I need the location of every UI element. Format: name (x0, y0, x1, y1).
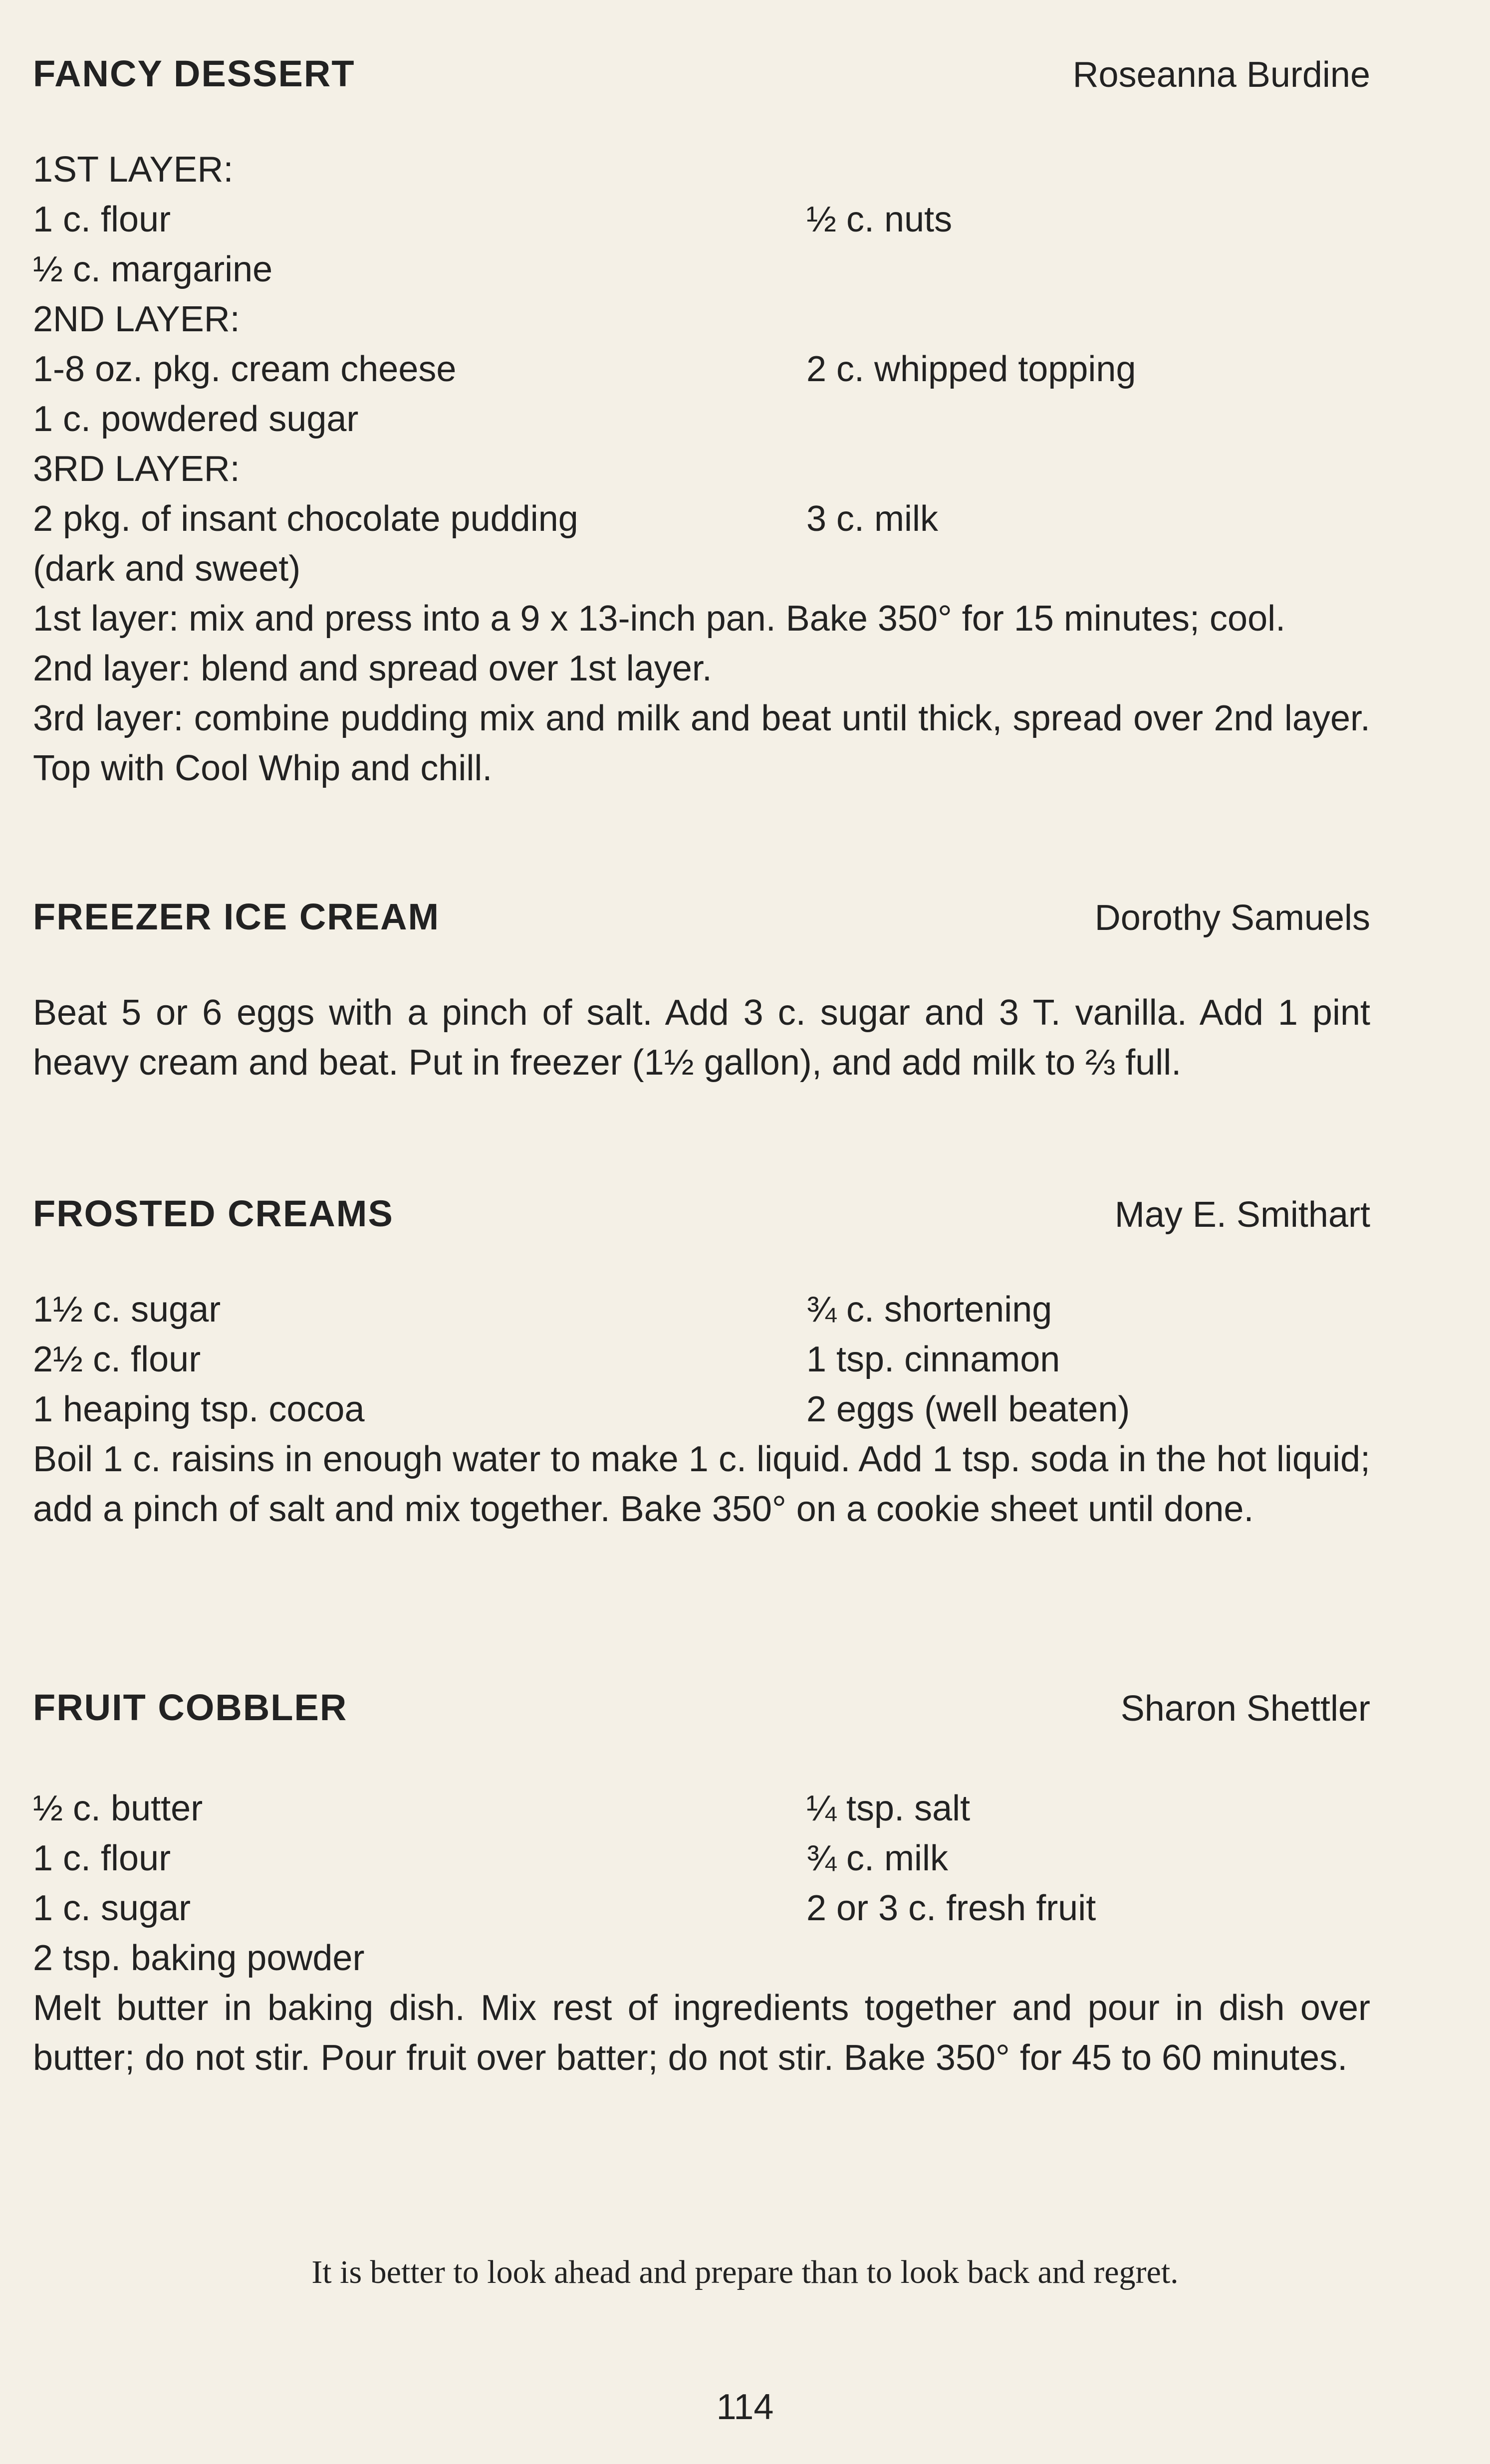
page-number: 114 (716, 2387, 774, 2427)
ingredient-row (33, 344, 1370, 394)
recipe-author: Dorothy Samuels (1094, 898, 1370, 938)
ingredient: ¼ tsp. salt (806, 1789, 971, 1828)
recipe-title: FANCY DESSERT (33, 53, 355, 94)
ingredient-row (33, 145, 1370, 195)
recipe-freezer-ice-cream (33, 893, 1370, 1088)
directions: 1st layer: mix and press into a 9 x 13-inch pan. Bake 350° for 15 minutes; cool. (33, 599, 1286, 639)
ingredient: 2 eggs (well beaten) (806, 1389, 1130, 1429)
recipe-author: Roseanna Burdine (1072, 55, 1370, 95)
ingredient: 1 c. flour (33, 1838, 171, 1878)
ingredient: 2 or 3 c. fresh fruit (806, 1888, 1096, 1928)
ingredient-row (33, 195, 1370, 244)
ingredient-row (33, 1883, 1370, 1933)
ingredient-row (33, 544, 1370, 594)
ingredient: 1 c. sugar (33, 1888, 191, 1928)
recipe-fruit-cobbler (33, 1684, 1370, 2083)
ingredient: ½ c. nuts (806, 200, 953, 239)
ingredient: 1 c. flour (33, 200, 171, 239)
ingredient: 2 c. whipped topping (806, 349, 1136, 389)
recipe-author: Sharon Shettler (1120, 1689, 1370, 1729)
ingredient: ¾ c. shortening (806, 1290, 1052, 1330)
ingredient: 1½ c. sugar (33, 1290, 221, 1330)
layer-heading: 1ST LAYER: (33, 150, 234, 190)
ingredient: (dark and sweet) (33, 549, 301, 589)
ingredient-row (33, 444, 1370, 494)
ingredient-row (33, 1335, 1370, 1384)
directions: 2nd layer: blend and spread over 1st layer. (33, 649, 712, 688)
ingredient: 1-8 oz. pkg. cream cheese (33, 349, 457, 389)
ingredient: ½ c. butter (33, 1789, 203, 1828)
ingredient: 2½ c. flour (33, 1340, 201, 1379)
ingredient-row (33, 294, 1370, 344)
ingredient-row (33, 1384, 1370, 1434)
recipe-title: FREEZER ICE CREAM (33, 896, 440, 937)
ingredient: 2 pkg. of insant chocolate pudding (33, 499, 578, 539)
ingredient-row (33, 1933, 1370, 1983)
ingredient-row (33, 1833, 1370, 1883)
recipe-header (33, 893, 1370, 945)
recipe-header (33, 1684, 1370, 1736)
layer-heading: 3RD LAYER: (33, 449, 240, 489)
ingredient-row (33, 1285, 1370, 1335)
recipe-author: May E. Smithart (1114, 1195, 1370, 1235)
recipe-title: FRUIT COBBLER (33, 1687, 348, 1728)
ingredient: 1 heaping tsp. cocoa (33, 1389, 365, 1429)
layer-heading: 2ND LAYER: (33, 299, 240, 339)
ingredient: 3 c. milk (806, 499, 939, 539)
recipe-fancy-dessert (33, 50, 1370, 793)
ingredient: ¾ c. milk (806, 1838, 949, 1878)
recipe-title: FROSTED CREAMS (33, 1193, 394, 1234)
ingredient: 2 tsp. baking powder (33, 1938, 365, 1978)
directions: Boil 1 c. raisins in enough water to make 1 c. liquid. Add 1 tsp. soda in the hot liquid; add a pinch of salt and mix together. Bake 350° on a cookie sheet until done. (33, 1439, 1370, 1529)
ingredient-row (33, 494, 1370, 544)
directions: Melt butter in baking dish. Mix rest of ingredients together and pour in dish over butter; do not stir. Pour fruit over batter; do not stir. Bake 350° for 45 to 60 minutes. (33, 1988, 1370, 2078)
directions: 3rd layer: combine pudding mix and milk and beat until thick, spread over 2nd layer. Top with Cool Whip and chill. (33, 698, 1370, 788)
recipe-header (33, 1190, 1370, 1242)
ingredient: 1 c. powdered sugar (33, 399, 359, 439)
ingredient: ½ c. margarine (33, 249, 273, 289)
ingredient: 1 tsp. cinnamon (806, 1340, 1060, 1379)
recipe-header (33, 50, 1370, 102)
footer-quote: It is better to look ahead and prepare than to look back and regret. (311, 2254, 1179, 2290)
directions: Beat 5 or 6 eggs with a pinch of salt. Add 3 c. sugar and 3 T. vanilla. Add 1 pint heavy cream and beat. Put in freezer (1½ gallon), and add milk to ⅔ full. (33, 993, 1370, 1083)
ingredient-row (33, 244, 1370, 294)
recipe-frosted-creams (33, 1190, 1370, 1534)
ingredient-row (33, 1784, 1370, 1833)
ingredient-row (33, 394, 1370, 444)
